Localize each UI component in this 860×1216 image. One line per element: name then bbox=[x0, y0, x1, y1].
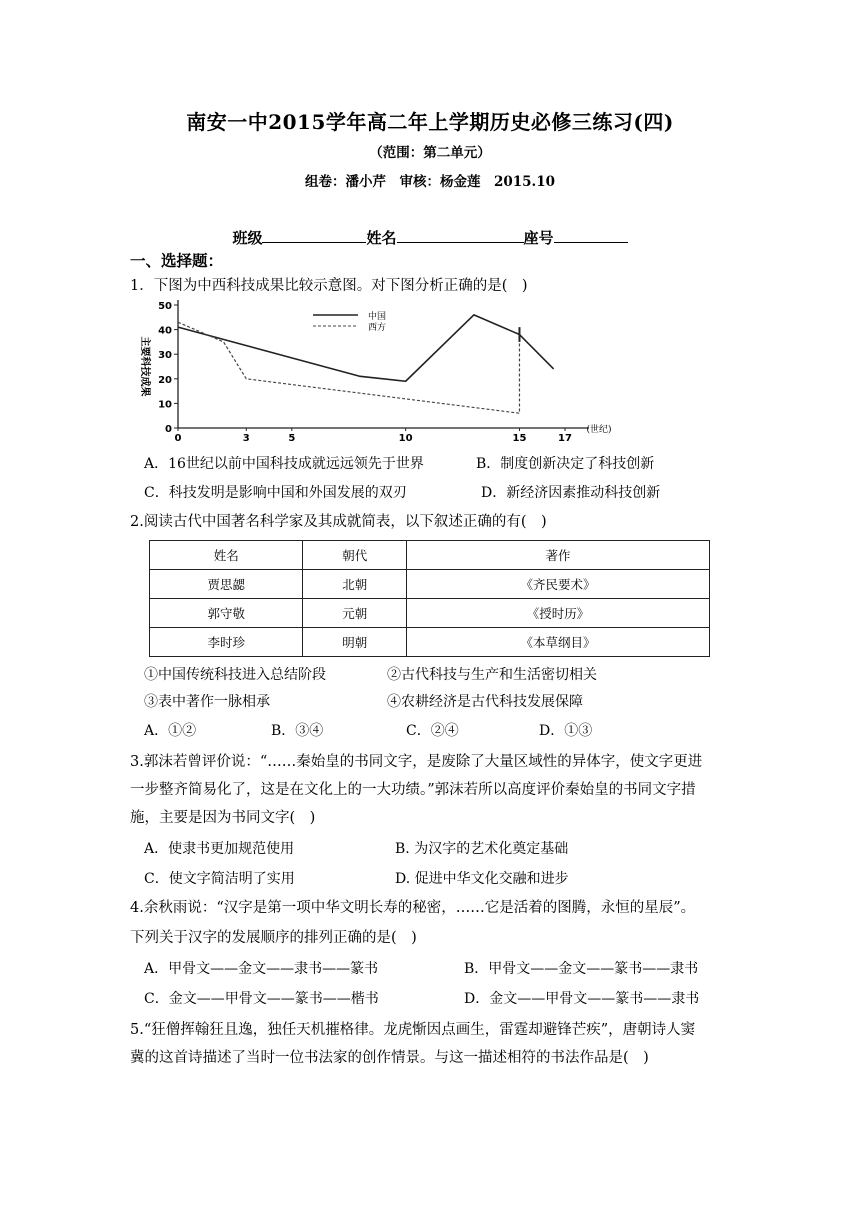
student-info-line bbox=[0, 227, 860, 248]
table-cell: 《齐民要术》 bbox=[407, 570, 710, 599]
q3-option-a[interactable]: A．使隶书更加规范使用 bbox=[144, 841, 295, 857]
table-cell: 李时珍 bbox=[150, 628, 303, 657]
seat-label: 座号 bbox=[523, 229, 554, 247]
table-cell: 郭守敬 bbox=[150, 599, 303, 628]
q2-statement-2: ②古代科技与生产和生活密切相关 bbox=[387, 667, 597, 683]
exam-title: 南安一中2015学年高二年上学期历史必修三练习(四) bbox=[186, 110, 674, 134]
q1-option-a[interactable]: A．16世纪以前中国科技成就远远领先于世界 bbox=[144, 456, 424, 472]
table-header-work: 著作 bbox=[407, 541, 710, 570]
q1-option-c[interactable]: C．科技发明是影响中国和外国发展的双刃 bbox=[144, 485, 407, 501]
q3-option-c[interactable]: C．使文字简洁明了实用 bbox=[144, 871, 295, 887]
exam-compilers: 组卷：潘小芹 审核：杨金莲 2015.10 bbox=[304, 174, 556, 190]
chart-ylabel: 主要科技成果 bbox=[139, 336, 150, 397]
q2-statement-3: ③表中著作一脉相承 bbox=[144, 694, 270, 710]
series-line-0 bbox=[178, 315, 554, 381]
y-tick-label: 40 bbox=[158, 325, 172, 337]
chart-ticks bbox=[158, 301, 572, 442]
q1-option-b[interactable]: B．制度创新决定了科技创新 bbox=[476, 456, 655, 472]
q3-option-d[interactable]: D. 促进中华文化交融和进步 bbox=[395, 871, 569, 887]
scientist-table bbox=[149, 540, 710, 657]
legend-label-1: 西方 bbox=[368, 323, 387, 333]
q2-option-d[interactable]: D．①③ bbox=[539, 723, 593, 739]
y-tick-label: 10 bbox=[158, 399, 172, 411]
table-row bbox=[150, 599, 710, 628]
x-tick-label: 0 bbox=[174, 433, 182, 442]
chart-legend bbox=[313, 310, 386, 333]
q4-option-c[interactable]: C．金文——甲骨文——篆书——楷书 bbox=[144, 991, 379, 1007]
q5-line-2: 冀的这首诗描述了当时一位书法家的创作情景。与这一描述相符的书法作品是( ) bbox=[130, 1050, 649, 1066]
y-tick-label: 50 bbox=[158, 301, 172, 312]
q3-line-3: 施，主要是因为书同文字( ) bbox=[130, 810, 316, 826]
table-cell: 北朝 bbox=[303, 570, 407, 599]
table-row bbox=[150, 570, 710, 599]
q3-line-2: 一步整齐简易化了，这是在文化上的一大功绩。”郭沫若所以高度评价秦始皇的书同文字措 bbox=[130, 782, 696, 798]
class-blank[interactable] bbox=[262, 227, 366, 243]
q5-line-1: 5.“狂僧挥翰狂且逸，独任天机摧格律。龙虎惭因点画生，雷霆却避锋芒疾”，唐朝诗人窦 bbox=[130, 1022, 696, 1038]
table-cell: 《本草纲目》 bbox=[407, 628, 710, 657]
x-tick-label: 17 bbox=[558, 433, 572, 442]
table-header-dynasty: 朝代 bbox=[303, 541, 407, 570]
table-header-name: 姓名 bbox=[150, 541, 303, 570]
q2-statement-1: ①中国传统科技进入总结阶段 bbox=[144, 667, 326, 683]
q2-option-c[interactable]: C．②④ bbox=[406, 723, 459, 739]
name-label: 姓名 bbox=[366, 229, 397, 247]
exam-scope: （范围：第二单元） bbox=[369, 145, 491, 161]
series-line-1 bbox=[178, 322, 519, 413]
q2-option-a[interactable]: A．①② bbox=[144, 723, 197, 739]
q4-option-d[interactable]: D．金文——甲骨文——篆书——隶书 bbox=[464, 991, 700, 1007]
q3-option-b[interactable]: B. 为汉字的艺术化奠定基础 bbox=[395, 841, 569, 857]
section-title: 一、选择题： bbox=[130, 251, 224, 270]
x-tick-label: 10 bbox=[398, 433, 413, 442]
y-tick-label: 20 bbox=[158, 374, 172, 386]
legend-label-0: 中国 bbox=[368, 312, 387, 322]
q2-option-b[interactable]: B．③④ bbox=[271, 723, 324, 739]
table-cell: 元朝 bbox=[303, 599, 407, 628]
y-tick-label: 0 bbox=[165, 424, 172, 435]
table-cell: 贾思勰 bbox=[150, 570, 303, 599]
y-tick-label: 30 bbox=[158, 350, 172, 362]
x-tick-label: 3 bbox=[242, 433, 250, 442]
x-tick-label: 15 bbox=[512, 433, 527, 442]
table-cell: 明朝 bbox=[303, 628, 407, 657]
chart-series bbox=[178, 315, 554, 413]
name-blank[interactable] bbox=[397, 227, 524, 243]
chart-xlabel: (世纪) bbox=[586, 425, 612, 435]
q1-option-d[interactable]: D．新经济因素推动科技创新 bbox=[481, 485, 661, 501]
science-comparison-chart bbox=[128, 296, 620, 442]
table-header-row bbox=[150, 541, 710, 570]
q2-stem: 2.阅读古代中国著名科学家及其成就简表，以下叙述正确的有( ) bbox=[130, 514, 547, 530]
q4-line-2: 下列关于汉字的发展顺序的排列正确的是( ) bbox=[130, 930, 417, 946]
table-cell: 《授时历》 bbox=[407, 599, 710, 628]
q3-line-1: 3.郭沫若曾评价说：“……秦始皇的书同文字，是废除了大量区域性的异体字，使文字更进 bbox=[130, 754, 703, 770]
class-label: 班级 bbox=[232, 229, 263, 247]
table-row bbox=[150, 628, 710, 657]
q2-statement-4: ④农耕经济是古代科技发展保障 bbox=[387, 694, 583, 710]
q4-option-a[interactable]: A．甲骨文——金文——隶书——篆书 bbox=[144, 961, 379, 977]
seat-blank[interactable] bbox=[554, 227, 628, 243]
q4-line-1: 4.余秋雨说：“汉字是第一项中华文明长寿的秘密，……它是活着的图腾，永恒的星辰”。 bbox=[130, 900, 696, 916]
x-tick-label: 5 bbox=[288, 433, 296, 442]
q4-option-b[interactable]: B．甲骨文——金文——篆书——隶书 bbox=[464, 961, 699, 977]
q1-stem: 1．下图为中西科技成果比较示意图。对下图分析正确的是( ) bbox=[130, 278, 528, 294]
